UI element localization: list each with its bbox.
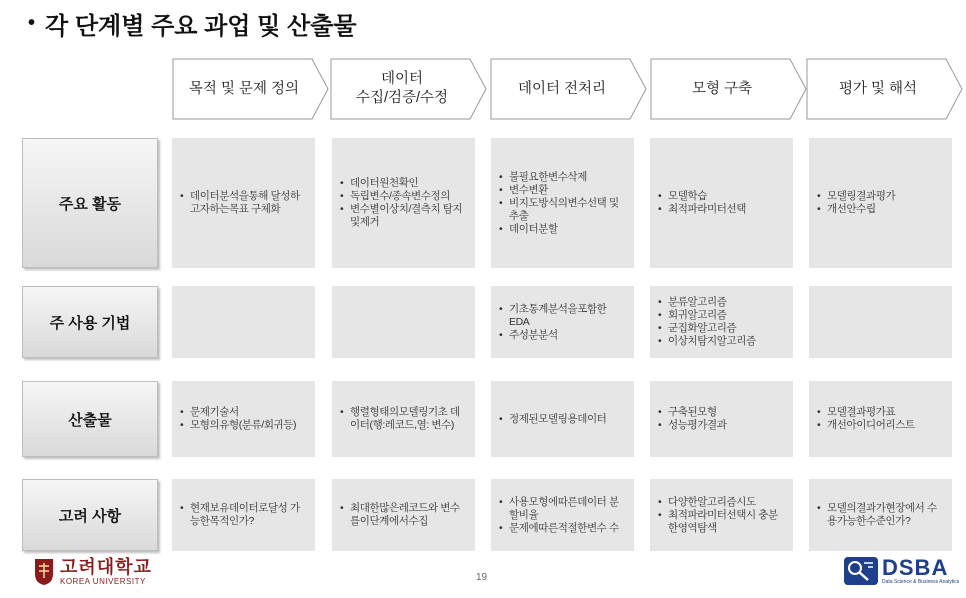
grid-cell xyxy=(650,286,793,358)
grid-cell xyxy=(809,138,952,268)
stage-label: 데이터 전처리 xyxy=(517,80,607,97)
grid-cell xyxy=(650,479,793,551)
cell-item: • 최적파라미터선택 xyxy=(658,203,746,216)
cell-item: • 문제기술서 xyxy=(180,406,296,419)
university-name-ko: 고려대학교 xyxy=(60,557,152,577)
cell-item: • 데이터원천확인 xyxy=(340,177,469,190)
cell-list xyxy=(499,171,628,236)
cell-item: • 주성분분석 xyxy=(499,329,628,342)
grid-cell xyxy=(172,479,315,551)
grid-cell xyxy=(809,286,952,358)
stage-label: 데이터 수집/검증/수정 xyxy=(355,71,449,106)
dsba-mark-icon xyxy=(844,557,878,585)
title-text: 각 단계별 주요 과업 및 산출물 xyxy=(45,12,357,40)
grid-cell xyxy=(172,138,315,268)
cell-list xyxy=(340,406,469,432)
cell-list xyxy=(499,413,606,426)
grid-cell xyxy=(491,138,634,268)
grid-cell xyxy=(650,138,793,268)
cell-item: • 기초통계분석을포함한 EDA xyxy=(499,303,628,329)
cell-item: • 변수변환 xyxy=(499,184,628,197)
stage-evaluation xyxy=(806,58,964,120)
cell-item: • 행렬형태의모델링기초 데이터(행:레코드,열: 변수) xyxy=(340,406,469,432)
cell-item: • 비지도방식의변수선택 및추출 xyxy=(499,197,628,223)
grid-cell xyxy=(172,286,315,358)
row-header-main-activity xyxy=(22,138,158,268)
stage-problem-definition xyxy=(172,58,330,120)
grid-cell xyxy=(332,381,475,457)
stage-label: 목적 및 문제 정의 xyxy=(188,80,300,97)
grid-cell xyxy=(332,138,475,268)
cell-item: • 독립변수/종속변수정의 xyxy=(340,190,469,203)
cell-item: • 이상치탐지알고리즘 xyxy=(658,335,756,348)
dsba-logo xyxy=(844,557,959,585)
cell-item: • 문제에따른적절한변수 수 xyxy=(499,522,628,535)
cell-item: • 현재보유데이터로달성 가능한목적인가? xyxy=(180,502,309,528)
cell-item: • 분류알고리즘 xyxy=(658,296,756,309)
cell-item: • 정제된모델링용데이터 xyxy=(499,413,606,426)
cell-list xyxy=(817,190,895,216)
cell-item: • 최적파라미터선택시 충분한영역탐색 xyxy=(658,509,787,535)
page-title xyxy=(28,6,357,40)
row-header-label: 주 사용 기법 xyxy=(49,314,131,332)
row-header-deliverables xyxy=(22,381,158,457)
university-seal-icon xyxy=(34,558,54,586)
grid-cell xyxy=(491,479,634,551)
cell-list xyxy=(340,502,469,528)
cell-list xyxy=(817,406,915,432)
dsba-subtitle: Data Science & Business Analytics xyxy=(882,579,960,585)
cell-item: • 모델결과평가표 xyxy=(817,406,915,419)
cell-item: • 회귀알고리즘 xyxy=(658,309,756,322)
cell-item: • 사용모형에따른데이터 분할비율 xyxy=(499,496,628,522)
cell-item: • 성능평가결과 xyxy=(658,419,726,432)
cell-item: • 모델의결과가현장에서 수용가능한수준인가? xyxy=(817,502,946,528)
cell-list xyxy=(180,190,309,216)
cell-item: • 최대한많은레코드와 변수를이단계에서수집 xyxy=(340,502,469,528)
korea-university-logo xyxy=(34,558,152,586)
grid-cell xyxy=(650,381,793,457)
cell-list xyxy=(658,296,756,348)
cell-item: • 군집화알고리즘 xyxy=(658,322,756,335)
cell-item: • 데이터분할 xyxy=(499,223,628,236)
row-header-label: 산출물 xyxy=(68,411,112,429)
page-number: 19 xyxy=(476,572,488,583)
cell-item: • 구축된모형 xyxy=(658,406,726,419)
cell-item: • 변수별이상치/결측치 탐지및제거 xyxy=(340,203,469,229)
cell-item: • 모델링결과평가 xyxy=(817,190,895,203)
cell-item: • 불필요한변수삭제 xyxy=(499,171,628,184)
grid-cell xyxy=(172,381,315,457)
grid-cell xyxy=(491,286,634,358)
grid-cell xyxy=(332,479,475,551)
cell-list xyxy=(499,496,628,535)
row-header-considerations xyxy=(22,479,158,551)
grid-cell xyxy=(332,286,475,358)
stage-label: 평가 및 해석 xyxy=(838,80,918,97)
grid-cell xyxy=(809,381,952,457)
cell-list xyxy=(180,406,296,432)
cell-list xyxy=(499,303,628,342)
cell-item: • 개선안수립 xyxy=(817,203,895,216)
cell-item: • 개선아이디어리스트 xyxy=(817,419,915,432)
cell-item: • 모델학습 xyxy=(658,190,746,203)
cell-list xyxy=(180,502,309,528)
cell-item: • 다양한알고리즘시도 xyxy=(658,496,787,509)
cell-item: • 데이터분석을통해 달성하고자하는목표 구체화 xyxy=(180,190,309,216)
cell-list xyxy=(658,406,726,432)
stage-data-collection xyxy=(330,58,488,120)
row-header-label: 주요 활동 xyxy=(58,195,122,213)
title-bullet: • xyxy=(28,11,36,34)
cell-list xyxy=(658,190,746,216)
stage-preprocessing xyxy=(490,58,648,120)
grid-cell xyxy=(809,479,952,551)
cell-item: • 모형의유형(분류/회귀등) xyxy=(180,419,296,432)
row-header-label: 고려 사항 xyxy=(58,507,122,525)
row-header-techniques xyxy=(22,286,158,358)
dsba-name: DSBA xyxy=(882,555,949,580)
cell-list xyxy=(817,502,946,528)
grid-cell xyxy=(491,381,634,457)
stage-modeling xyxy=(650,58,808,120)
cell-list xyxy=(340,177,469,229)
stage-label: 모형 구축 xyxy=(691,80,753,97)
university-name-en: KOREA UNIVERSITY xyxy=(60,577,146,586)
cell-list xyxy=(658,496,787,535)
